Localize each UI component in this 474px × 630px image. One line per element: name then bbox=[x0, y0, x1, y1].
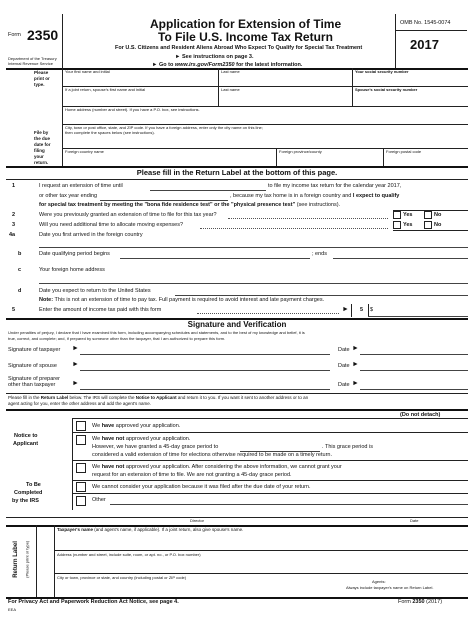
line-2-number: 2 bbox=[12, 212, 16, 218]
your-name-field[interactable]: Your first name and initial bbox=[65, 69, 110, 74]
line-4a-text: Date you first arrived in the foreign country bbox=[39, 232, 143, 238]
line-1-text-e: for special tax treatment by meeting the "bona fide residence test" or the "physical presence test" (see instructions). bbox=[39, 202, 341, 208]
payment-note: Note: This is not an extension of time to pay tax. Full payment is required to avoid interest and late payment charges. bbox=[39, 297, 325, 303]
foreign-country-field[interactable]: Foreign country name bbox=[65, 149, 104, 154]
not-approved-grace-checkbox[interactable] bbox=[76, 435, 86, 445]
grace-period-text-b: . This grace period is bbox=[322, 444, 373, 450]
no-grace-text-a: We have not approved your application. After considering the above information, we cannot grant your bbox=[92, 464, 342, 470]
line-1-extension-date-input[interactable] bbox=[150, 190, 266, 191]
form-word: Form bbox=[8, 32, 21, 38]
return-address-field[interactable]: Address (number and street, include suite, room, or apt. no., or P.O. box number) bbox=[57, 552, 201, 557]
spouse-arrow-icon: ► bbox=[72, 361, 79, 368]
irs-label-1: To Be bbox=[26, 482, 41, 488]
line-2-text: Were you previously granted an extension of time to file for this tax year? bbox=[39, 212, 217, 218]
line-5-amount-input[interactable] bbox=[368, 316, 468, 317]
line-4c-text: Your foreign home address bbox=[39, 267, 105, 273]
spouse-signature-input[interactable] bbox=[80, 370, 330, 371]
preparer-date-arrow-icon: ► bbox=[352, 380, 359, 387]
spouse-name-field[interactable]: If a joint return, spouse's first name and initial bbox=[65, 87, 146, 92]
taxpayer-name-field[interactable]: Taxpayer's name (and agent's name, if applicable). If a joint return, also give spouse's name. bbox=[57, 527, 244, 532]
preparer-date-label: Date bbox=[338, 382, 350, 388]
goto-line: ► Go to www.irs.gov/Form2350 for the latest information. bbox=[152, 62, 303, 68]
line-4d-number: d bbox=[18, 288, 22, 294]
return-label-print-hint: (Please print or type) bbox=[24, 540, 30, 578]
return-label-side-text: Return Label bbox=[12, 541, 19, 578]
director-date-label: Date bbox=[410, 518, 419, 523]
footer-form-number: Form 2350 (2017) bbox=[398, 599, 443, 605]
home-address-field[interactable]: Home address (number and street). If you have a P.O. box, see instructions. bbox=[65, 107, 200, 112]
line-3-number: 3 bbox=[12, 222, 16, 228]
line-4b-text-b: ; ends bbox=[312, 251, 327, 257]
last-name-field[interactable]: Last name bbox=[221, 69, 240, 74]
notice-label-2: Applicant bbox=[13, 441, 39, 447]
line-2-no-checkbox[interactable] bbox=[424, 211, 432, 219]
line-2-no-label: No bbox=[434, 212, 442, 218]
line-1-text-c: or other tax year ending bbox=[39, 193, 98, 199]
eea-mark: EEA bbox=[8, 607, 17, 612]
dept-line-1: Department of the Treasury bbox=[8, 56, 57, 61]
not-approved-text: We have not approved your application. bbox=[92, 436, 191, 442]
irs-label-3: by the IRS bbox=[12, 498, 39, 504]
director-label: Director bbox=[190, 518, 205, 523]
line-4c-number: c bbox=[18, 267, 22, 273]
title-line-2: To File U.S. Income Tax Return bbox=[158, 30, 333, 44]
spouse-date-label: Date bbox=[338, 363, 350, 369]
taxpayer-date-input[interactable] bbox=[360, 354, 468, 355]
line-1-tax-year-end-input[interactable] bbox=[100, 200, 228, 201]
city-state-zip-field[interactable]: City, town or post office, state, and ZIP code. If you have a foreign address, enter only the city name on this line; bbox=[65, 125, 263, 130]
line-5-text: Enter the amount of income tax paid with this form bbox=[39, 307, 162, 313]
line-4b-ends-input[interactable] bbox=[333, 258, 468, 259]
line-4b-number: b bbox=[18, 251, 22, 257]
no-grace-text-b: request for an extension of time to file. We are not granting a 45-day grace period. bbox=[92, 472, 292, 478]
spouse-date-input[interactable] bbox=[360, 370, 468, 371]
line-2-yes-checkbox[interactable] bbox=[393, 211, 401, 219]
line-5-number: 5 bbox=[12, 307, 16, 313]
do-not-detach: (Do not detach) bbox=[400, 412, 441, 418]
line-1-text-d: , because my tax home is in a foreign country and I expect to qualify bbox=[230, 193, 400, 199]
return-label-banner: Please fill in the Return Label at the bottom of this page. bbox=[136, 168, 338, 177]
line-4a-number: 4a bbox=[9, 232, 16, 238]
not-approved-no-grace-checkbox[interactable] bbox=[76, 463, 86, 473]
irs-label-2: Completed bbox=[14, 490, 43, 496]
spouse-ssn-field[interactable]: Spouse's social security number bbox=[355, 87, 418, 92]
grace-period-text-c: considered a valid extension of time for elections otherwise required to be made on a timely return. bbox=[92, 452, 332, 458]
line-4d-text: Date you expect to return to the United States bbox=[39, 288, 151, 294]
line-4a-input[interactable] bbox=[39, 247, 468, 248]
see-instructions: ► See instructions on page 3. bbox=[175, 54, 254, 60]
other-input[interactable] bbox=[110, 504, 468, 505]
preparer-date-input[interactable] bbox=[360, 389, 468, 390]
approved-checkbox[interactable] bbox=[76, 421, 86, 431]
preparer-signature-input[interactable] bbox=[80, 389, 330, 390]
taxpayer-signature-input[interactable] bbox=[80, 354, 330, 355]
spouse-signature-label: Signature of spouse bbox=[8, 363, 57, 369]
line-4b-begins-input[interactable] bbox=[120, 258, 310, 259]
agents-note: Always include taxpayer's name on Return Label. bbox=[346, 585, 434, 590]
taxpayer-date-label: Date bbox=[338, 347, 350, 353]
late-filed-text: We cannot consider your application because it was filed after the due date of your return. bbox=[92, 484, 311, 490]
grace-period-text-a: However, we have granted a 45-day grace period to bbox=[92, 444, 219, 450]
preparer-signature-label-1: Signature of preparer bbox=[8, 376, 60, 382]
line-3-no-label: No bbox=[434, 222, 442, 228]
taxpayer-date-arrow-icon: ► bbox=[352, 345, 359, 352]
form-subtitle: For U.S. Citizens and Resident Aliens Abroad Who Expect To Qualify for Special Tax Treatment bbox=[115, 45, 363, 51]
preparer-signature-label-2: other than taxpayer bbox=[8, 382, 56, 388]
return-city-field[interactable]: City or town, province or state, and country (including postal or ZIP code) bbox=[57, 575, 187, 580]
tax-year: 2017 bbox=[410, 37, 439, 52]
late-filed-checkbox[interactable] bbox=[76, 482, 86, 492]
notice-label-1: Notice to bbox=[14, 433, 38, 439]
line-3-text: Will you need additional time to allocate moving expenses? bbox=[39, 222, 183, 228]
line-5-dollar: $ bbox=[370, 307, 374, 313]
preparer-arrow-icon: ► bbox=[72, 380, 79, 387]
irs-url-link[interactable]: www.irs.gov/Form2350 bbox=[174, 62, 235, 68]
spouse-last-name-field[interactable]: Last name bbox=[221, 87, 240, 92]
line-3-yes-label: Yes bbox=[403, 222, 413, 228]
line-5-box-number: 5 bbox=[360, 307, 364, 313]
line-3-no-checkbox[interactable] bbox=[424, 221, 432, 229]
dept-line-2: Internal Revenue Service bbox=[8, 61, 53, 66]
line-3-yes-checkbox[interactable] bbox=[393, 221, 401, 229]
line-2-yes-label: Yes bbox=[403, 212, 413, 218]
city-instruction: then complete the spaces below (see instructions). bbox=[65, 130, 155, 135]
taxpayer-arrow-icon: ► bbox=[72, 345, 79, 352]
line-4d-input[interactable] bbox=[175, 295, 468, 296]
omb-number: OMB No. 1545-0074 bbox=[400, 20, 451, 26]
return-label-instruction-2: agent acting for you, enter the other address and add the agent's name. bbox=[8, 401, 151, 406]
agents-label: Agents: bbox=[372, 579, 386, 584]
perjury-statement-1: Under penalties of perjury, I declare that I have examined this form, including accompanying schedules and statements, and to the best of my knowledge and belief, it is bbox=[8, 330, 305, 335]
taxpayer-signature-label: Signature of taxpayer bbox=[8, 347, 61, 353]
other-checkbox[interactable] bbox=[76, 496, 86, 506]
your-ssn-field[interactable]: Your social security number bbox=[355, 69, 409, 74]
line-4c-input[interactable] bbox=[39, 283, 468, 284]
title-line-1: Application for Extension of Time bbox=[150, 17, 342, 31]
line-1-text-a: I request an extension of time until bbox=[39, 183, 123, 189]
line-5-arrow: ► bbox=[342, 306, 349, 313]
perjury-statement-2: true, correct, and complete; and, if prepared by someone other than the taxpayer, that I am authorized to prepare this form. bbox=[8, 336, 226, 341]
line-1-number: 1 bbox=[12, 183, 16, 189]
foreign-postal-field[interactable]: Foreign postal code bbox=[386, 149, 422, 154]
other-text: Other bbox=[92, 497, 106, 503]
privacy-notice: For Privacy Act and Paperwork Reduction Act Notice, see page 4. bbox=[8, 599, 179, 605]
line-1-text-b: to file my income tax return for the calendar year 2017, bbox=[268, 183, 402, 189]
line-4b-text-a: Date qualifying period begins bbox=[39, 251, 110, 257]
return-label-instruction-1: Please fill in the Return Label below. The IRS will complete the Notice to Applicant and return it to you. If you want it sent to another address or to an bbox=[8, 395, 309, 400]
foreign-province-field[interactable]: Foreign province/county bbox=[279, 149, 322, 154]
spouse-date-arrow-icon: ► bbox=[352, 361, 359, 368]
approved-text: We have approved your application. bbox=[92, 423, 181, 429]
signature-heading: Signature and Verification bbox=[187, 320, 287, 329]
form-number: 2350 bbox=[27, 27, 59, 43]
